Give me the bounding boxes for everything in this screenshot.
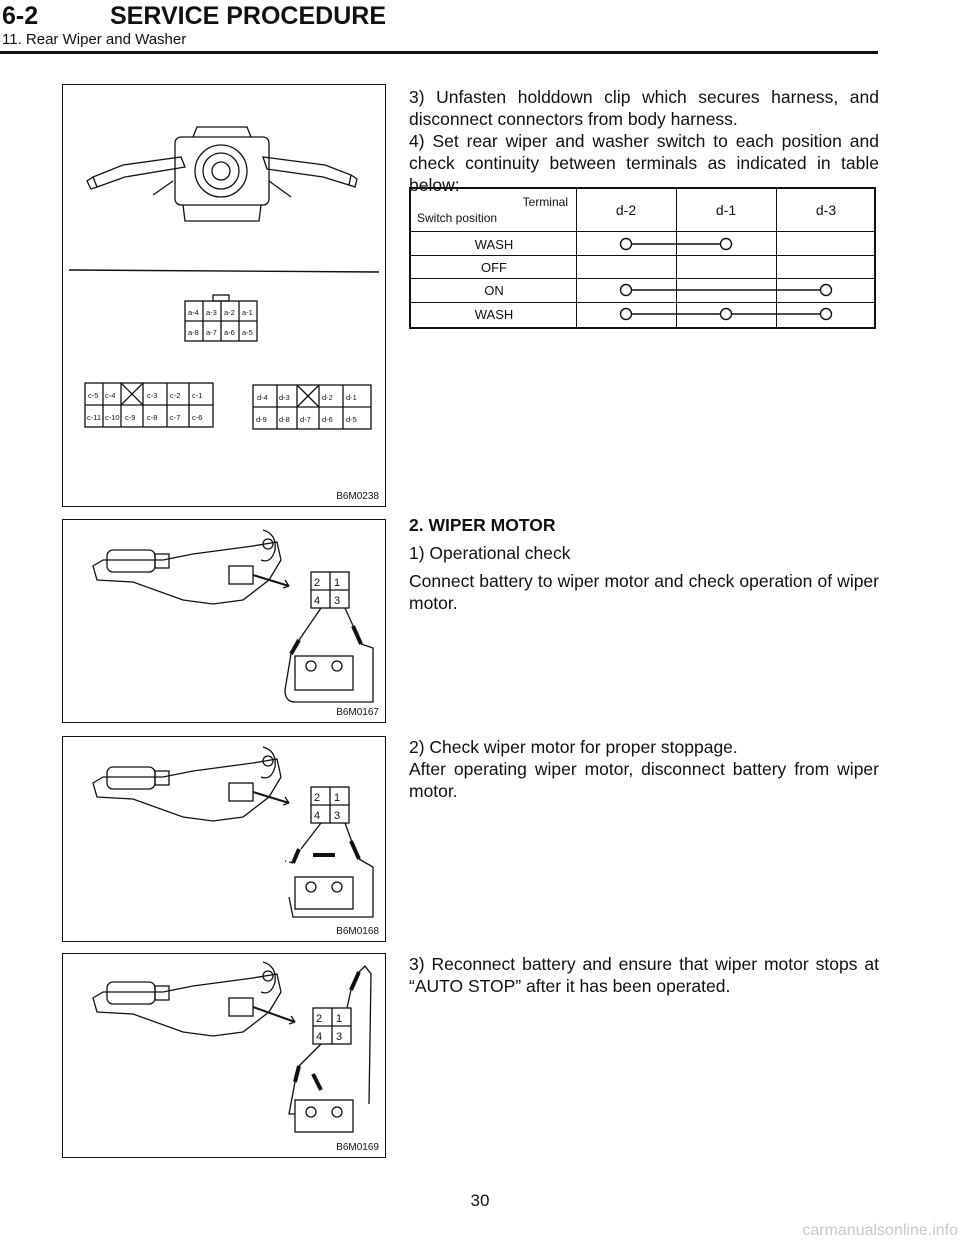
continuity-node (721, 239, 732, 250)
column-header: d-1 (715, 202, 737, 218)
continuity-marks (411, 189, 874, 327)
pin-label: d-2 (322, 393, 333, 402)
continuity-node (821, 309, 832, 320)
continuity-table (409, 187, 876, 329)
terminal-label: 3 (334, 810, 341, 822)
pin-label: a-1 (242, 308, 253, 317)
pin-label: a-6 (224, 328, 235, 337)
figure-id: B6M0238 (336, 491, 379, 502)
continuity-node (821, 285, 832, 296)
row-label: ON (484, 283, 504, 298)
page-title: SERVICE PROCEDURE (110, 2, 386, 30)
terminal-label: 2 (316, 1013, 323, 1025)
pin-label: c-9 (125, 413, 136, 422)
terminal-label: 1 (334, 792, 341, 804)
section-switch-check (409, 86, 879, 196)
pin-label: c-1 (192, 391, 203, 400)
header-rule (0, 51, 878, 54)
terminal-label: 4 (316, 1031, 323, 1043)
page-number: 30 (470, 1191, 490, 1210)
terminal-label: 1 (336, 1013, 343, 1025)
row-label: WASH (474, 237, 514, 252)
section-number: 6-2 (2, 2, 39, 30)
terminal-label: 2 (314, 792, 321, 804)
pin-label: d-4 (257, 393, 268, 402)
figure-combination-switch (62, 84, 386, 507)
terminal-label: 2 (314, 577, 321, 589)
continuity-node (721, 309, 732, 320)
pin-label: d-7 (300, 415, 311, 424)
pin-label: d-5 (346, 415, 357, 424)
pin-label: c-6 (192, 413, 203, 422)
page-subtitle: 11. Rear Wiper and Washer (2, 31, 187, 48)
pin-label: c-3 (147, 391, 158, 400)
auto-stop-illustration (63, 954, 385, 1157)
step-4-text: 4) Set rear wiper and washer switch to each position and check continuity between terminals as indicated in table below: (409, 131, 879, 195)
figure-id: B6M0169 (336, 1142, 379, 1153)
figure-id: B6M0168 (336, 926, 379, 937)
pin-label: d-9 (256, 415, 267, 424)
wiper-motor-illustration (63, 520, 385, 722)
pin-label: a-3 (206, 308, 217, 317)
pin-label: d-3 (279, 393, 290, 402)
pin-label: a-8 (188, 328, 199, 337)
continuity-node (621, 309, 632, 320)
pin-label: c-10 (105, 413, 120, 422)
terminal-label: 3 (336, 1031, 343, 1043)
section-stoppage-check (409, 736, 879, 802)
pin-label: a-4 (188, 308, 199, 317)
terminal-label: 1 (334, 577, 341, 589)
figure-wiper-stoppage (62, 736, 386, 942)
column-header: d-3 (815, 202, 837, 218)
column-header: d-2 (615, 202, 637, 218)
header-switch-position: Switch position (417, 211, 498, 225)
section-auto-stop (409, 953, 879, 997)
header-terminal: Terminal (522, 195, 568, 209)
combination-switch-illustration (63, 85, 385, 506)
pin-label: a-7 (206, 328, 217, 337)
step-3-text: 3) Unfasten holddown clip which secures harness, and disconnect connectors from body harness. (409, 87, 879, 129)
step-2-title: 2) Check wiper motor for proper stoppage. (409, 737, 738, 757)
section-wiper-motor (409, 514, 879, 614)
pin-label: d-1 (346, 393, 357, 402)
pin-label: d-6 (322, 415, 333, 424)
figure-wiper-motor-check (62, 519, 386, 723)
pin-label: a-2 (224, 308, 235, 317)
pin-label: c-5 (88, 391, 99, 400)
pin-label: c-2 (170, 391, 181, 400)
step-3-text: 3) Reconnect battery and ensure that wiper motor stops at “AUTO STOP” after it has been operated. (409, 954, 879, 996)
pin-label: c-7 (170, 413, 181, 422)
section-heading: 2. WIPER MOTOR (409, 515, 556, 535)
step-1-title: 1) Operational check (409, 543, 571, 563)
terminal-label: 4 (314, 595, 321, 607)
pin-label: c-11 (87, 413, 102, 422)
pin-label: c-8 (147, 413, 158, 422)
figure-auto-stop (62, 953, 386, 1158)
watermark: carmanualsonline.info (802, 1222, 958, 1239)
wiper-stoppage-illustration (63, 737, 385, 941)
continuity-node (621, 285, 632, 296)
pin-label: d-8 (279, 415, 290, 424)
continuity-node (621, 239, 632, 250)
terminal-label: 3 (334, 595, 341, 607)
step-1-text: Connect battery to wiper motor and check operation of wiper motor. (409, 571, 879, 613)
terminal-label: 4 (314, 810, 321, 822)
step-2-text: After operating wiper motor, disconnect battery from wiper motor. (409, 759, 879, 801)
pin-label: c-4 (105, 391, 116, 400)
pin-label: a-5 (242, 328, 253, 337)
row-label: OFF (481, 260, 507, 275)
figure-id: B6M0167 (336, 707, 379, 718)
row-label: WASH (474, 307, 514, 322)
